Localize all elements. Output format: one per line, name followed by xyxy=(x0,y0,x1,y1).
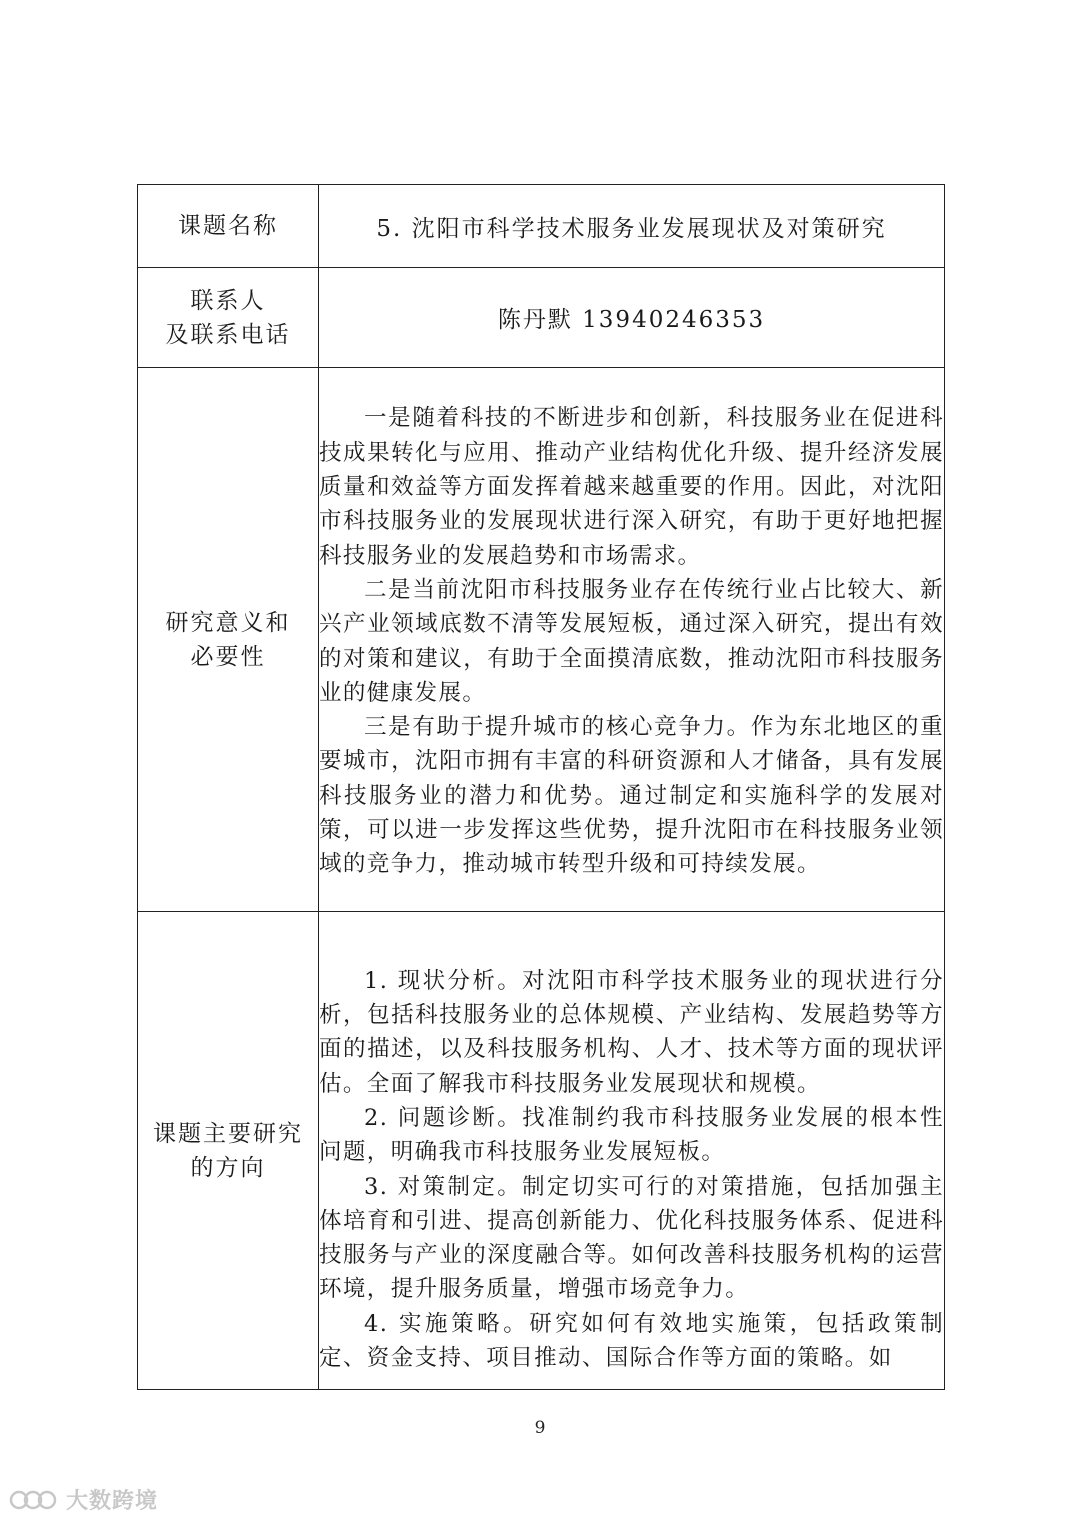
contact-value: 陈丹默 13940246353 xyxy=(319,268,945,368)
significance-paragraph: 一是随着科技的不断进步和创新，科技服务业在促进科技成果转化与应用、推动产业结构优化升级、提升经济发展质量和效益等方面发挥着越来越重要的作用。因此，对沈阳市科技服务业的发展现状进行深入研究，有助于更好地把握科技服务业的发展趋势和市场需求。 xyxy=(319,405,944,569)
significance-label-line2: 必要性 xyxy=(190,643,266,670)
watermark-logo-icon xyxy=(8,1487,60,1513)
topic-name-value: 5. 沈阳市科学技术服务业发展现状及对策研究 xyxy=(319,185,945,268)
significance-paragraph: 二是当前沈阳市科技服务业存在传统行业占比较大、新兴产业领域底数不清等发展短板，通过深入研究，提出有效的对策和建议，有助于全面摸清底数，推动沈阳市科技服务业的健康发展。 xyxy=(319,576,944,706)
directions-paragraph: 1. 现状分析。对沈阳市科学技术服务业的现状进行分析，包括科技服务业的总体规模、产业结构、发展趋势等方面的描述，以及科技服务机构、人才、技术等方面的现状评估。全面了解我市科技服务业发展现状和规模。 xyxy=(319,967,944,1097)
contact-label-line2: 及联系电话 xyxy=(165,321,291,348)
row-research-directions xyxy=(138,912,945,1390)
significance-label xyxy=(138,368,319,912)
topic-info-table xyxy=(137,184,945,1390)
significance-paragraph: 三是有助于提升城市的核心竞争力。作为东北地区的重要城市，沈阳市拥有丰富的科研资源和人才储备，具有发展科技服务业的潜力和优势。通过制定和实施科学的发展对策，可以进一步发挥这些优势，提升沈阳市在科技服务业领域的竞争力，推动城市转型升级和可持续发展。 xyxy=(319,714,944,878)
watermark xyxy=(8,1484,158,1515)
contact-label xyxy=(138,268,319,368)
directions-label-line2: 的方向 xyxy=(190,1154,266,1181)
directions-paragraph: 4. 实施策略。研究如何有效地实施策，包括政策制定、资金支持、项目推动、国际合作等方面的策略。如 xyxy=(319,1310,944,1371)
directions-content xyxy=(319,912,945,1390)
significance-label-line1: 研究意义和 xyxy=(165,609,291,636)
directions-label-line1: 课题主要研究 xyxy=(153,1120,303,1147)
row-topic-name xyxy=(138,185,945,268)
page-number: 9 xyxy=(534,1418,546,1438)
significance-content xyxy=(319,368,945,912)
topic-name-label: 课题名称 xyxy=(138,185,319,268)
row-significance xyxy=(138,368,945,912)
directions-paragraph: 2. 问题诊断。找准制约我市科技服务业发展的根本性问题，明确我市科技服务业发展短板。 xyxy=(319,1104,944,1166)
watermark-text: 大数跨境 xyxy=(66,1489,159,1514)
row-contact xyxy=(138,268,945,368)
contact-label-line1: 联系人 xyxy=(190,287,266,314)
directions-label xyxy=(138,912,319,1390)
directions-paragraph: 3. 对策制定。制定切实可行的对策措施，包括加强主体培育和引进、提高创新能力、优化科技服务体系、促进科技服务与产业的深度融合等。如何改善科技服务机构的运营环境，提升服务质量，增强市场竞争力。 xyxy=(319,1173,944,1303)
